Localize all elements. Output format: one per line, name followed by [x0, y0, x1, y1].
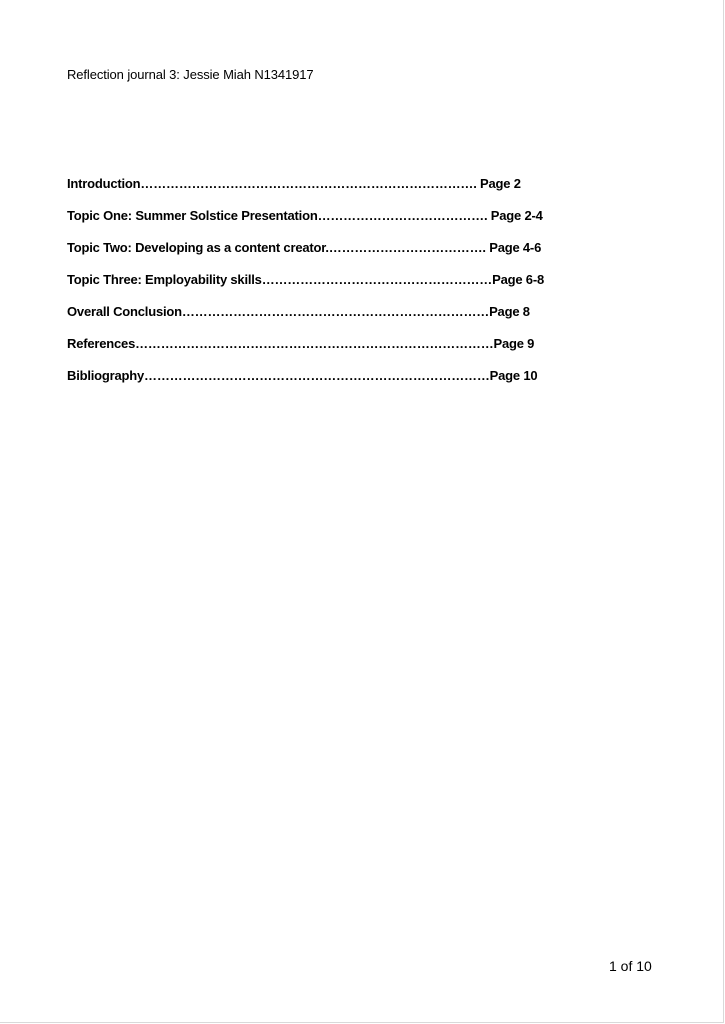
toc-entry-topic-one: Topic One: Summer Solstice Presentation…………………………………. Page 2-4	[67, 208, 543, 223]
toc-entry-references: References…………………………………………………………………………Page 9	[67, 336, 535, 351]
toc-entry-topic-three: Topic Three: Employability skills………………………………………………Page 6-8	[67, 272, 544, 287]
document-header: Reflection journal 3: Jessie Miah N1341917	[67, 67, 314, 82]
toc-entry-overall-conclusion: Overall Conclusion………………………………………………………………Page 8	[67, 304, 530, 319]
toc-entry-bibliography: Bibliography………………………………………………………………………Page 10	[67, 368, 538, 383]
page-number-indicator: 1 of 10	[609, 958, 652, 974]
toc-entry-introduction: Introduction……………………………………………………………………. Page 2	[67, 176, 521, 191]
toc-entry-topic-two: Topic Two: Developing as a content creator.………………………………. Page 4-6	[67, 240, 542, 255]
table-of-contents	[67, 176, 587, 400]
